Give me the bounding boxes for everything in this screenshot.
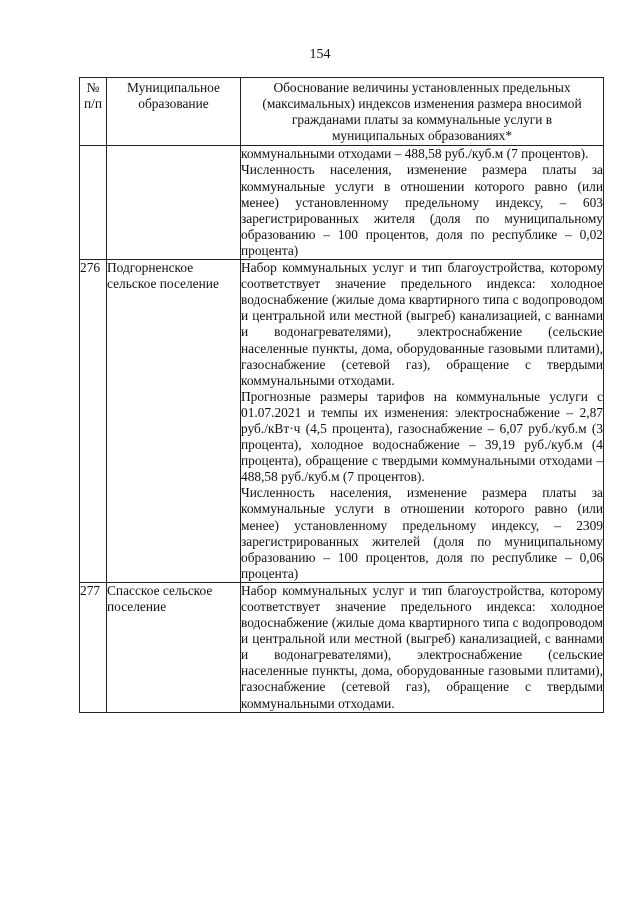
table-header-row	[80, 78, 604, 146]
page-number: 154	[309, 47, 331, 62]
justification-paragraph: Численность населения, изменение размера платы за коммунальные услуги в отношении которого равно (или менее) установленному предельному индексу, – 2309 зарегистрированных жителей (доля по муниципальному образованию – 100 процентов, доля по республике – 0,06 процента)	[241, 485, 603, 581]
header-justification: Обоснование величины установленных предельных (максимальных) индексов изменения размера вносимой гражданами платы за коммунальные услуги в муниципальных образованиях*	[241, 78, 604, 146]
header-number: № п/п	[80, 78, 107, 146]
table-row	[80, 260, 604, 583]
row-justification	[241, 260, 604, 583]
table-row	[80, 146, 604, 260]
row-municipality: Спасское сельское поселение	[107, 582, 241, 712]
justification-paragraph: Прогнозные размеры тарифов на коммунальные услуги с 01.07.2021 и темпы их изменения: электроснабжение – 2,87 руб./кВт·ч (4,5 процента), газоснабжение – 6,07 руб./куб.м (3 процента), холодное водоснабжение – 39,19 руб./куб.м (4 процента), обращение с твердыми коммунальными отходами – 488,58 руб./куб.м (7 процентов).	[241, 388, 603, 485]
tariff-index-table	[79, 77, 604, 713]
row-number	[80, 146, 107, 260]
justification-paragraph: Численность населения, изменение размера платы за коммунальные услуги в отношении которого равно (или менее) установленному предельному индексу, – 603 зарегистрированных жителя (доля по муниципальному образованию – 100 процентов, доля по республике – 0,02 процента)	[241, 162, 603, 258]
row-number: 276	[80, 260, 107, 583]
row-justification	[241, 146, 604, 260]
row-number: 277	[80, 582, 107, 712]
row-municipality	[107, 146, 241, 260]
row-municipality: Подгорненское сельское поселение	[107, 260, 241, 583]
header-municipality: Муниципальное образование	[107, 78, 241, 146]
justification-paragraph: коммунальными отходами – 488,58 руб./куб.м (7 процентов).	[241, 146, 589, 162]
justification-paragraph: Набор коммунальных услуг и тип благоустройства, которому соответствует значение предельного индекса: холодное водоснабжение (жилые дома квартирного типа с водопроводом и центральной или местной (выгреб) канализацией, с ваннами и водонагревателями), электроснабжение (сельские населенные пункты, дома, оборудованные газовыми плитами), газоснабжение (сетевой газ), обращение с твердыми коммунальными отходами.	[241, 582, 603, 711]
table-row	[80, 582, 604, 712]
justification-paragraph: Набор коммунальных услуг и тип благоустройства, которому соответствует значение предельного индекса: холодное водоснабжение (жилые дома квартирного типа с водопроводом и центральной или местной (выгреб) канализацией, с ваннами и водонагревателями), электроснабжение (сельские населенные пункты, дома, оборудованные газовыми плитами), газоснабжение (сетевой газ), обращение с твердыми коммунальными отходами.	[241, 260, 603, 388]
row-justification	[241, 582, 604, 712]
